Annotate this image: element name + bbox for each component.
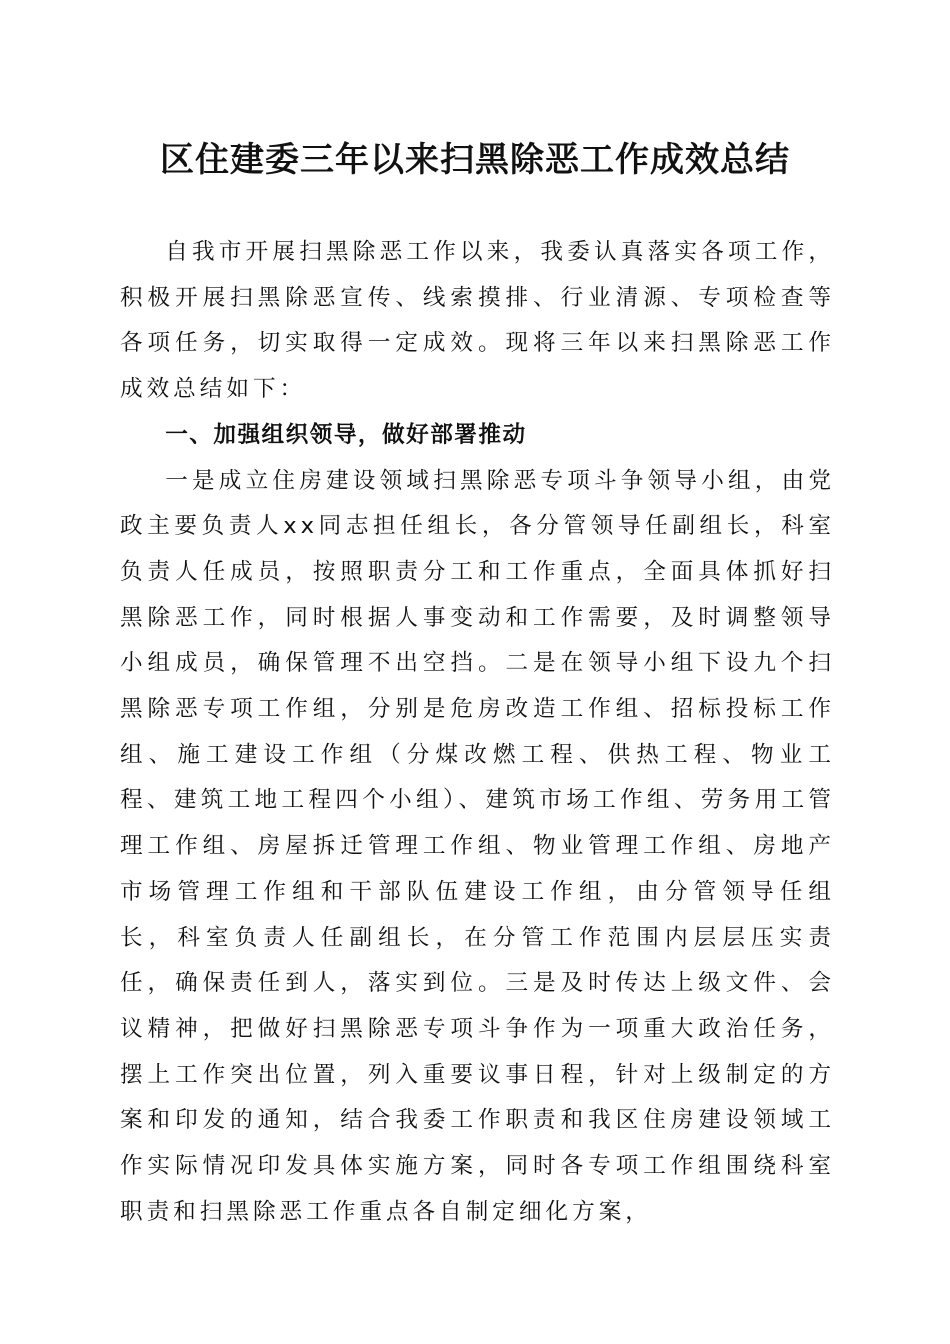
document-body bbox=[120, 230, 835, 1235]
intro-paragraph: 自我市开展扫黑除恶工作以来，我委认真落实各项工作，积极开展扫黑除恶宣传、线索摸排、行业清源、专项检查等各项任务，切实取得一定成效。现将三年以来扫黑除恶工作成效总结如下： bbox=[120, 239, 835, 403]
section-paragraph: 一是成立住房建设领域扫黑除恶专项斗争领导小组，由党政主要负责人xx同志担任组长，各分管领导任副组长，科室负责人任成员，按照职责分工和工作重点，全面具体抓好扫黑除恶工作，同时根据人事变动和工作需要，及时调整领导小组成员，确保管理不出空挡。二是在领导小组下设九个扫黑除恶专项工作组，分别是危房改造工作组、招标投标工作组、施工建设工作组（分煤改燃工程、供热工程、物业工程、建筑工地工程四个小组）、建筑市场工作组、劳务用工管理工作组、房屋拆迁管理工作组、物业管理工作组、房地产市场管理工作组和干部队伍建设工作组，由分管领导任组长，科室负责人任副组长，在分管工作范围内层层压实责任，确保责任到人，落实到位。三是及时传达上级文件、会议精神，把做好扫黑除恶专项斗争作为一项重大政治任务，摆上工作突出位置，列入重要议事日程，针对上级制定的方案和印发的通知，结合我委工作职责和我区住房建设领域工作实际情况印发具体实施方案，同时各专项工作组围绕科室职责和扫黑除恶工作重点各自制定细化方案， bbox=[120, 467, 835, 1225]
section-heading: 一、加强组织领导，做好部署推动 bbox=[165, 421, 527, 448]
document-title: 区住建委三年以来扫黑除恶工作成效总结 bbox=[160, 140, 790, 180]
